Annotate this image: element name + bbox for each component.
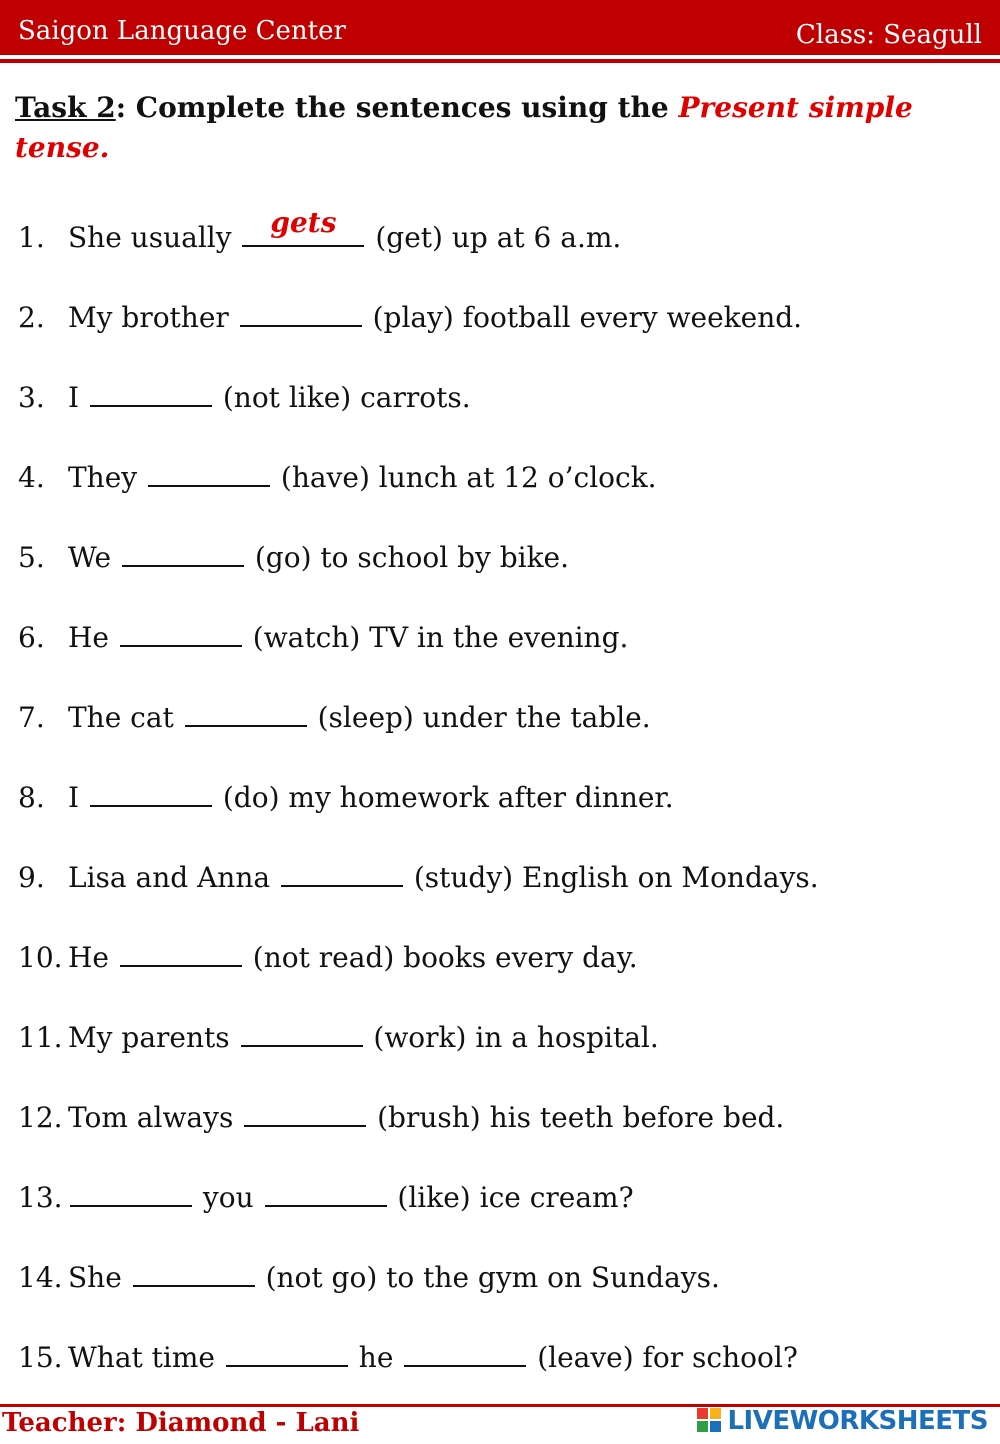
item-sentence — [68, 614, 628, 662]
exercise-item — [18, 1334, 978, 1414]
school-name: Saigon Language Center — [18, 16, 346, 46]
item-number: 7. — [18, 701, 45, 734]
sentence-text: He — [68, 621, 118, 654]
task-tense: Present simple tense. — [15, 91, 913, 164]
liveworksheets-logo[interactable] — [697, 1406, 988, 1436]
sentence-text: She usually — [68, 221, 241, 254]
logo-text: LIVEWORKSHEETS — [727, 1406, 988, 1436]
item-sentence — [68, 374, 471, 422]
sentence-text: Lisa and Anna — [68, 861, 279, 894]
answer-blank[interactable] — [148, 455, 270, 487]
sentence-text: (get) up at 6 a.m. — [366, 221, 622, 254]
answer-blank[interactable] — [120, 615, 242, 647]
sentence-text: He — [68, 941, 118, 974]
answer-blank[interactable] — [404, 1335, 526, 1367]
sentence-text: you — [194, 1181, 263, 1214]
sentence-text: What time — [68, 1341, 224, 1374]
item-number: 5. — [18, 541, 45, 574]
sentence-text: (like) ice cream? — [388, 1181, 634, 1214]
answer-blank[interactable] — [226, 1335, 348, 1367]
header-bar — [0, 0, 1000, 55]
item-number: 8. — [18, 781, 45, 814]
item-sentence — [68, 694, 651, 742]
item-number: 10. — [18, 941, 63, 974]
exercise-item — [18, 294, 978, 374]
item-sentence — [68, 774, 674, 822]
sentence-text: (have) lunch at 12 o’clock. — [272, 461, 657, 494]
exercise-item — [18, 1254, 978, 1334]
item-sentence — [68, 934, 638, 982]
item-number: 2. — [18, 301, 45, 334]
exercise-list — [18, 206, 978, 1414]
sentence-text: She — [68, 1261, 131, 1294]
answer-blank[interactable] — [133, 1255, 255, 1287]
filled-answer: gets — [270, 206, 337, 239]
sentence-text: (brush) his teeth before bed. — [368, 1101, 785, 1134]
item-number: 13. — [18, 1181, 63, 1214]
sentence-text: My brother — [68, 301, 238, 334]
exercise-item — [18, 1174, 978, 1254]
exercise-item — [18, 694, 978, 774]
sentence-text: I — [68, 381, 88, 414]
class-name: Class: Seagull — [795, 20, 982, 50]
exercise-item — [18, 1094, 978, 1174]
task-instruction: : Complete the sentences using the — [115, 91, 679, 124]
sentence-text: The cat — [68, 701, 183, 734]
item-number: 6. — [18, 621, 45, 654]
exercise-item — [18, 854, 978, 934]
exercise-item — [18, 454, 978, 534]
sentence-text: They — [68, 461, 146, 494]
answer-blank[interactable] — [122, 535, 244, 567]
item-sentence — [68, 1174, 634, 1222]
answer-blank[interactable] — [265, 1175, 387, 1207]
exercise-item — [18, 1014, 978, 1094]
item-number: 9. — [18, 861, 45, 894]
sentence-text: (not read) books every day. — [243, 941, 638, 974]
sentence-text: (not go) to the gym on Sundays. — [256, 1261, 720, 1294]
exercise-item — [18, 534, 978, 614]
item-sentence — [68, 1014, 659, 1062]
item-sentence — [68, 1094, 784, 1142]
header-divider — [0, 59, 1000, 63]
sentence-text: (play) football every weekend. — [363, 301, 803, 334]
answer-blank[interactable] — [90, 375, 212, 407]
answer-blank[interactable] — [70, 1175, 192, 1207]
answer-blank[interactable] — [120, 935, 242, 967]
exercise-item — [18, 374, 978, 454]
item-number: 12. — [18, 1101, 63, 1134]
item-sentence — [68, 1254, 720, 1302]
item-sentence — [68, 854, 819, 902]
answer-blank[interactable] — [240, 295, 362, 327]
sentence-text: (not like) carrots. — [213, 381, 471, 414]
exercise-item — [18, 774, 978, 854]
item-number: 1. — [18, 221, 45, 254]
sentence-text: (do) my homework after dinner. — [213, 781, 674, 814]
liveworksheets-logo-icon — [697, 1408, 723, 1434]
item-sentence — [68, 1334, 798, 1382]
sentence-text: (sleep) under the table. — [308, 701, 651, 734]
sentence-text: (go) to school by bike. — [245, 541, 570, 574]
exercise-item — [18, 934, 978, 1014]
answer-blank[interactable] — [244, 1095, 366, 1127]
item-number: 3. — [18, 381, 45, 414]
sentence-text: We — [68, 541, 120, 574]
answer-blank[interactable] — [185, 695, 307, 727]
item-sentence — [68, 454, 657, 502]
teacher-name: Teacher: Diamond - Lani — [2, 1408, 360, 1438]
item-sentence — [68, 294, 802, 342]
exercise-item — [18, 614, 978, 694]
sentence-text: My parents — [68, 1021, 239, 1054]
task-title — [15, 88, 915, 168]
answer-blank[interactable] — [242, 206, 364, 247]
sentence-text: (study) English on Mondays. — [404, 861, 819, 894]
sentence-text: (leave) for school? — [528, 1341, 798, 1374]
exercise-item — [18, 206, 978, 294]
item-number: 4. — [18, 461, 45, 494]
answer-blank[interactable] — [90, 775, 212, 807]
sentence-text: Tom always — [68, 1101, 243, 1134]
item-number: 14. — [18, 1261, 63, 1294]
item-number: 11. — [18, 1021, 63, 1054]
item-sentence — [68, 534, 569, 582]
task-label: Task 2 — [15, 91, 116, 124]
sentence-text: he — [349, 1341, 403, 1374]
item-sentence — [68, 206, 622, 262]
item-number: 15. — [18, 1341, 63, 1374]
sentence-text: (work) in a hospital. — [364, 1021, 659, 1054]
answer-blank[interactable] — [241, 1015, 363, 1047]
answer-blank[interactable] — [281, 855, 403, 887]
sentence-text: I — [68, 781, 88, 814]
sentence-text: (watch) TV in the evening. — [243, 621, 629, 654]
